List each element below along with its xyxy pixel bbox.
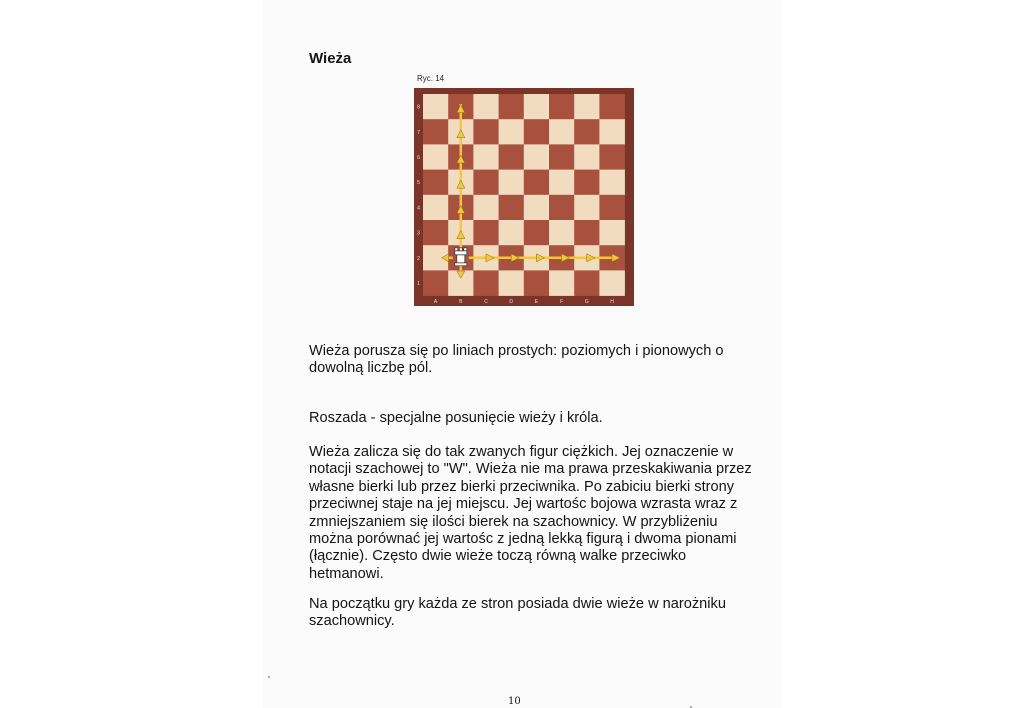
file-label: A — [433, 299, 438, 305]
board-square — [524, 195, 550, 221]
board-square — [473, 119, 499, 145]
rank-label: 5 — [417, 180, 420, 187]
board-square — [524, 170, 550, 196]
board-square — [574, 270, 600, 296]
paragraph-movement: Wieża porusza się po liniach prostych: poziomych i pionowych o dowolną liczbę pól. — [309, 343, 724, 377]
board-square — [423, 94, 449, 120]
board-square — [574, 195, 600, 221]
board-square — [524, 144, 550, 170]
board-square — [499, 170, 524, 196]
rank-label: 8 — [417, 104, 420, 111]
board-square — [473, 220, 499, 246]
board-square — [549, 170, 575, 196]
chessboard-svg — [414, 88, 634, 306]
board-square — [473, 94, 499, 120]
board-square — [423, 195, 449, 221]
board-square — [599, 220, 625, 246]
file-label: G — [584, 299, 589, 305]
board-square — [423, 220, 449, 246]
rank-label: 4 — [417, 205, 420, 212]
board-square — [473, 144, 499, 170]
board-square — [473, 170, 499, 196]
board-square — [524, 119, 550, 145]
file-label: F — [560, 299, 564, 305]
file-label: B — [459, 299, 463, 305]
rank-label: 6 — [417, 155, 420, 161]
board-square — [524, 270, 550, 296]
board-square — [549, 220, 575, 246]
file-label: H — [610, 299, 614, 305]
rank-label: 2 — [417, 255, 420, 262]
board-square — [499, 119, 524, 145]
board-square — [574, 220, 600, 246]
paragraph-starting-position: Na początku gry każda ze stron posiada dwie wieże w narożniku szachownicy. — [309, 596, 726, 630]
board-square — [574, 144, 600, 170]
board-square — [574, 119, 600, 145]
figure-caption: Ryc. 14 — [417, 74, 445, 83]
file-label: D — [509, 299, 514, 305]
paragraph-description: Wieża zalicza się do tak zwanych figur ciężkich. Jej oznaczenie w notacji szachowej to "W". Wieża nie ma prawa przeskakiwania przez własne bierki lub przez bierki przeciwnika. Po zabiciu bierki strony przeciwnej staje na jej miejscu. Jej wartośc bojowa wzrasta wraz z zmniejszaniem się ilości bierek na szachownicy. W przybliżeniu można porównać jej wartośc z jedną lekką figurą i dwoma pionami (łącznie). Często dwie wieże toczą równą walke przeciwko hetmanowi. — [309, 444, 752, 582]
board-square — [549, 119, 575, 145]
board-square — [599, 94, 625, 120]
rank-label: 1 — [417, 281, 420, 287]
white-rook-icon — [455, 248, 467, 266]
board-square — [423, 170, 449, 196]
board-square — [423, 270, 449, 296]
rank-label: 7 — [417, 129, 420, 136]
board-square — [599, 195, 625, 221]
chessboard-figure — [414, 88, 634, 306]
board-square — [524, 220, 550, 246]
page-number: 10 — [508, 696, 521, 707]
board-square — [599, 119, 625, 145]
board-square — [499, 195, 524, 221]
board-square — [549, 195, 575, 221]
board-square — [549, 94, 575, 120]
board-square — [423, 144, 449, 170]
paragraph-castling: Roszada - specjalne posunięcie wieży i króla. — [309, 410, 603, 426]
board-square — [599, 144, 625, 170]
board-square — [499, 144, 524, 170]
board-square — [473, 195, 499, 221]
board-square — [549, 270, 575, 296]
board-square — [524, 94, 550, 120]
board-square — [574, 170, 600, 196]
board-square — [574, 94, 600, 120]
board-square — [549, 144, 575, 170]
rank-label: 3 — [417, 230, 420, 237]
file-label: C — [484, 299, 488, 305]
board-square — [423, 119, 449, 145]
board-square — [499, 94, 524, 120]
board-square — [473, 270, 499, 296]
board-square — [599, 270, 625, 296]
board-square — [599, 170, 625, 196]
file-label: E — [534, 299, 539, 305]
board-square — [499, 220, 524, 246]
board-square — [499, 270, 524, 296]
scan-speck — [268, 676, 270, 678]
section-heading: Wieża — [309, 50, 352, 67]
